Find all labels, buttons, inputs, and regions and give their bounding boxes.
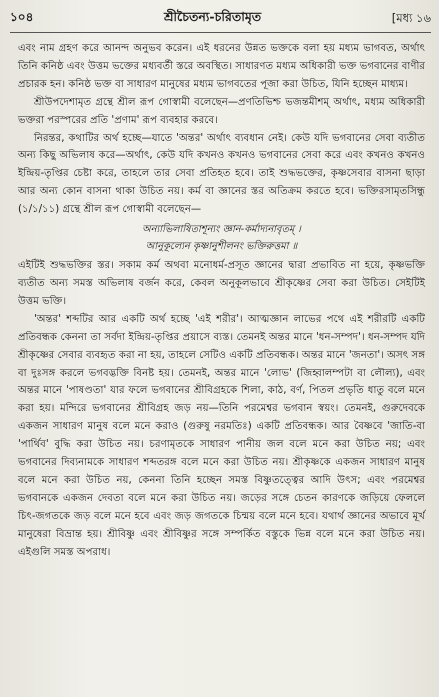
- sanskrit-verse: [18, 221, 425, 255]
- page-number: ১০৪: [10, 10, 34, 24]
- book-title: শ্রীচৈতন্য-চরিতামৃত: [163, 9, 262, 24]
- paragraph: এইটিই শুদ্ধভক্তির স্তর। সকাম কর্ম অথবা মনোধর্ম-প্রসূত জ্ঞানের দ্বারা প্রভাবিত না হয়ে, কৃষ্ণভক্তি ব্যতীত অন্য সমস্ত অভিলাষ বর্জন করে, কেবল অনুকূলভাবে শ্রীকৃষ্ণের সেবা করা উচিত। সেইটিই উত্তম ভক্তি।: [18, 260, 425, 307]
- page-body: [18, 40, 425, 687]
- verse-line: আনুকূল্যেন কৃষ্ণানুশীলনং ভক্তিরুত্তমা ॥: [145, 241, 298, 253]
- section-label: [মধ্য ১৬: [391, 11, 431, 25]
- paragraph: এবং নাম গ্রহণ করে আনন্দ অনুভব করেন। এই ধরনের উন্নত ভক্তকে বলা হয় মধ্যম ভাগবত, অর্থাৎ তিনি কনিষ্ঠ এবং উত্তম ভক্তের মধ্যবর্তী স্তরে অবস্থিত। সাধারণত মধ্যম অধিকারী ভক্ত ভগবানের বাণীর প্রচারক হন। কনিষ্ঠ ভক্ত বা সাধারণ মানুষের মধ্যম ভাগবতের পূজা করা উচিত, যিনি হচ্ছেন মাধ্যম।: [18, 43, 425, 90]
- paragraph: শ্রীউপদেশামৃত গ্রন্থে শ্রীল রূপ গোস্বামী বলেছেন—প্রণতিভিশ্চ ভজন্তমীশম্‌ অর্থাৎ, মধ্যম অধিকারী ভক্তরা পরস্পরের প্রতি 'প্রণাম' রূপ ব্যবহার করবে।: [18, 96, 425, 126]
- paragraph: নিরন্তর, কথাটির অর্থ হচ্ছে—যাতে 'অন্তর' অর্থাৎ ব্যবধান নেই। কেউ যদি ভগবানের সেবা ব্যতীত অন্য কিছু অভিলাষ করে—অর্থাৎ, কেউ যদি কখনও কখনও ভগবানের সেবা করে এবং কখনও কখনও ইন্দ্রিয়-তৃপ্তির চেষ্টা করে, তাহলে তার সেবা প্রতিহত হবে। তাই শুদ্ধভক্তের, কৃষ্ণসেবার বাসনা ছাড়া আর অন্য কোন বাসনা থাকা উচিত নয়। কর্ম বা জ্ঞানের স্তর অতিক্রম করতে হবে। ভক্তিরসামৃতসিন্ধু (১/১/১১) গ্রন্থে শ্রীল রূপ গোস্বামী বলেছেন—: [18, 132, 425, 216]
- verse-line: অন্যাভিলাষিতাশূন্যং জ্ঞান-কর্মাদ্যনাবৃতম্‌ ।: [142, 224, 301, 236]
- page-header: [10, 6, 431, 33]
- paragraph: 'অন্তর' শব্দটির আর একটি অর্থ হচ্ছে 'এই শরীর'। আত্মজ্ঞান লাভের পথে এই শরীরটি একটি প্রতিবন্ধক কেননা তা সর্বদা ইন্দ্রিয়-তৃপ্তির প্রয়াসে ব্যস্ত। তেমনই অন্তর মানে 'ধন-সম্পদ'। ধন-সম্পদ যদি শ্রীকৃষ্ণের সেবার ব্যবহৃত করা না হয়, তাহলে সেটিও একটি প্রতিবন্ধক। অন্তর মানে 'জনতা'। অসৎ সঙ্গ বা দুঃসঙ্গ করলে ভগবদ্ভক্তি বিনষ্ট হয়। তেমনই, অন্তর মানে 'লোভ' (জিহ্বালম্পটা বা লৌল্য), এবং অন্তর মানে 'পাষণ্ডতা' যার ফলে ভগবানের শ্রীবিগ্রহকে শিলা, কাঠ, বর্ণ, পিতল প্রভৃতি ধাতু বলে মনে করা হয়। মন্দিরে ভগবানের শ্রীবিগ্রহ জড় নয়—তিনি পরমেশ্বর ভগবান স্বয়ং। তেমনই, গুরুদেবকে একজন সাধারণ মানুষ বলে মনে করাও (গুরুষু নরমতিঃ) একটি প্রতিবন্ধক। আর বৈষ্ণবে 'জাতি-বা 'পার্থিব' বুদ্ধি করা উচিত নয়। চরণামৃতকে সাধারণ পানীয় জল বলে মনে করা উচিত নয়; এবং ভগবানের দিব্যনামকে সাধারণ শব্দতরঙ্গ বলে মনে করা উচিত নয়। শ্রীকৃষ্ণকে একজন সাধারণ মানুষ বলে মনে করা উচিত নয়, কেননা তিনি হচ্ছেন সমস্ত বিষ্ণুতত্ত্বের আদি উৎস; এবং পরমেশ্বর ভগবানকে একজন দেবতা বলে মনে করা উচিত নয়। জড়ের সঙ্গে চেতন কারণকে জড়িয়ে ফেললে চিৎ-জগতকে জড় বলে মনে হবে এবং জড় জগতকে চিন্ময় বলে মনে হবে। যথার্থ জ্ঞানের অভাবে মূর্খ মানুষেরা বিভ্রান্ত হয়। শ্রীবিষ্ণু এবং শ্রীবিষ্ণুর সঙ্গে সম্পর্কিত বস্তুকে ভিন্ন বলে মনে করা উচিত নয়। এইগুলি সমস্ত অপরাধ।: [18, 313, 425, 558]
